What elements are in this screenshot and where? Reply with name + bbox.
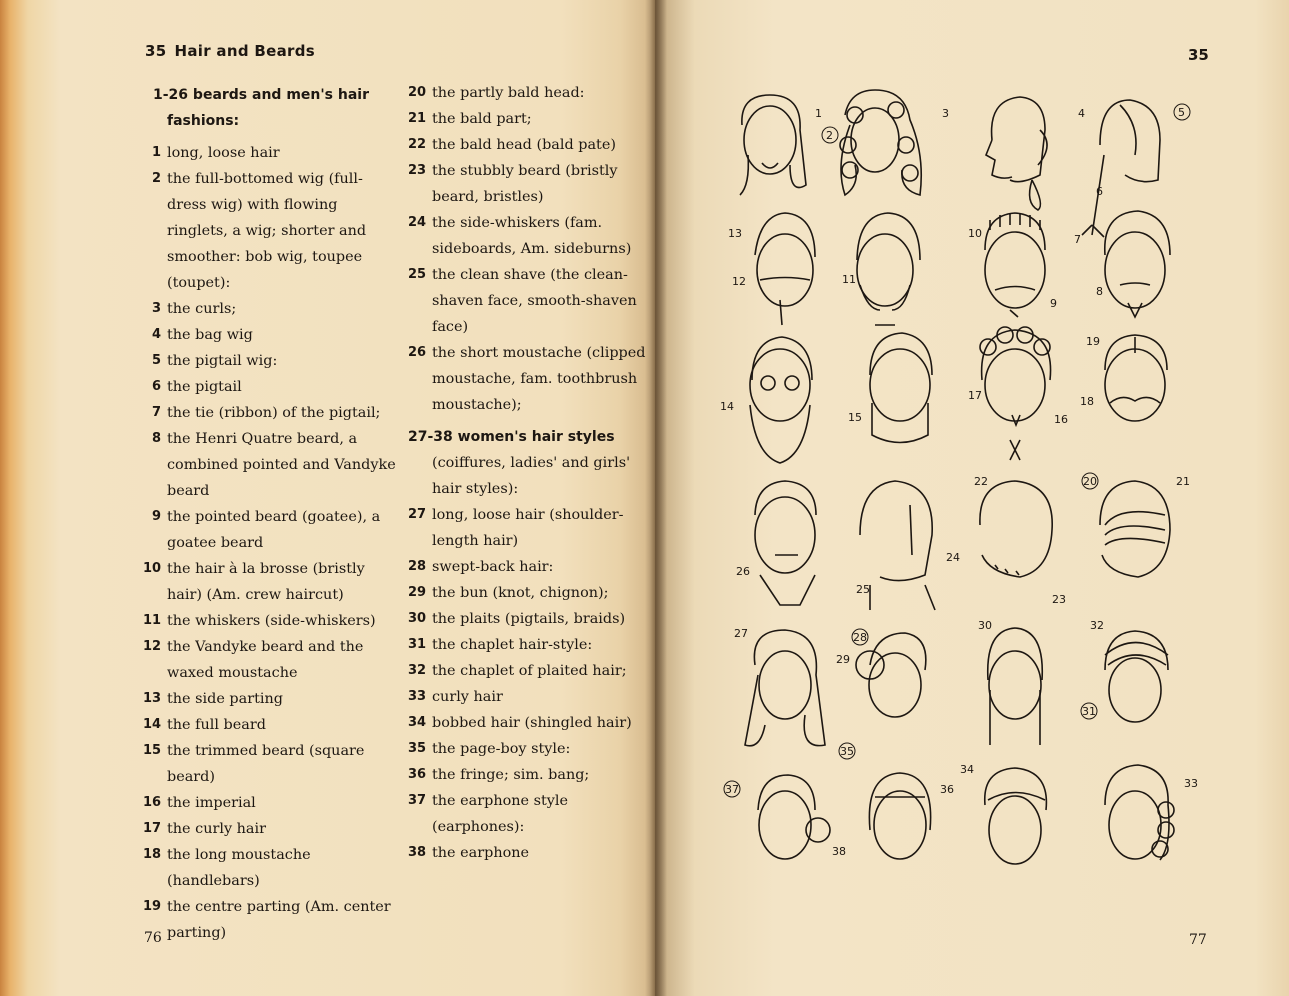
page-number-left: 76 bbox=[144, 930, 162, 946]
item-text: the imperial bbox=[167, 795, 256, 811]
item-number: 32 bbox=[408, 663, 427, 678]
item-number: 1 bbox=[151, 145, 161, 160]
item-number: 30 bbox=[408, 611, 427, 626]
section-title: Hair and Beards bbox=[174, 42, 315, 60]
item-number: 37 bbox=[408, 793, 427, 808]
item-text: long, loose hair bbox=[167, 145, 280, 161]
item-text: the side parting bbox=[167, 691, 283, 707]
item-number: 15 bbox=[143, 743, 162, 758]
item-text: the hair à la brosse (bristly hair) (Am. crew haircut) bbox=[167, 561, 365, 603]
item-text: the bun (knot, chignon); bbox=[432, 585, 609, 601]
label-5: 5 bbox=[1178, 106, 1185, 119]
list-item bbox=[143, 816, 398, 842]
list-item bbox=[408, 132, 648, 158]
head-4-bag-wig bbox=[986, 97, 1047, 210]
item-number: 19 bbox=[143, 899, 162, 914]
item-text: the plaits (pigtails, braids) bbox=[432, 611, 626, 627]
label-26: 26 bbox=[736, 565, 750, 578]
item-text: the side-whiskers (fam. sideboards, Am. sideburns) bbox=[432, 215, 632, 257]
item-number: 16 bbox=[143, 795, 162, 810]
item-number: 3 bbox=[151, 301, 161, 316]
head-31-32-chaplet bbox=[1105, 631, 1168, 722]
head-24-25-side-whiskers bbox=[860, 481, 935, 610]
head-5-7-pigtail-wig bbox=[1082, 100, 1160, 237]
item-text: long, loose hair (shoulder-length hair) bbox=[432, 507, 624, 549]
item-text: the full-bottomed wig (full-dress wig) with flowing ringlets, a wig; shorter and smoother: bob wig, toupee (toupet): bbox=[167, 171, 367, 291]
label-14: 14 bbox=[720, 400, 734, 413]
item-number: 27 bbox=[408, 507, 427, 522]
item-number: 12 bbox=[143, 639, 162, 654]
item-text: the curly hair bbox=[167, 821, 266, 837]
list-item bbox=[143, 504, 398, 556]
label-15: 15 bbox=[848, 411, 862, 424]
label-19: 19 bbox=[1086, 335, 1100, 348]
head-2-3-full-bottomed-wig bbox=[840, 90, 921, 195]
item-number: 11 bbox=[143, 613, 162, 628]
list-item bbox=[408, 658, 648, 684]
item-number: 18 bbox=[143, 847, 162, 862]
item-text: the short moustache (clipped moustache, fam. toothbrush moustache); bbox=[432, 345, 646, 413]
item-number: 31 bbox=[408, 637, 427, 652]
list-item bbox=[408, 580, 648, 606]
item-number: 36 bbox=[408, 767, 427, 782]
item-text: the full beard bbox=[167, 717, 266, 733]
item-number: 24 bbox=[408, 215, 427, 230]
list-item bbox=[143, 348, 398, 374]
list-item bbox=[143, 322, 398, 348]
head-20-21-partly-bald bbox=[1100, 481, 1170, 577]
item-number: 34 bbox=[408, 715, 427, 730]
right-section-number: 35 bbox=[1188, 46, 1209, 64]
list-item bbox=[143, 556, 398, 608]
list-item bbox=[143, 894, 398, 946]
item-number: 21 bbox=[408, 111, 427, 126]
label-20: 20 bbox=[1083, 475, 1097, 488]
label-36: 36 bbox=[940, 783, 954, 796]
head-14-full-beard bbox=[750, 337, 812, 463]
book-gutter bbox=[645, 0, 667, 996]
entry-list-a bbox=[143, 140, 398, 946]
item-number: 17 bbox=[143, 821, 162, 836]
item-text: the bag wig bbox=[167, 327, 253, 343]
item-number: 2 bbox=[151, 171, 161, 186]
label-7: 7 bbox=[1074, 233, 1081, 246]
head-16-17-imperial-curly bbox=[980, 327, 1051, 460]
item-text: the whiskers (side-whiskers) bbox=[167, 613, 376, 629]
item-text: the partly bald head: bbox=[432, 85, 585, 101]
list-item bbox=[408, 502, 648, 554]
head-33-curly bbox=[1105, 765, 1174, 860]
list-item bbox=[408, 684, 648, 710]
section-heading bbox=[145, 42, 315, 60]
item-number: 35 bbox=[408, 741, 427, 756]
list-item bbox=[143, 400, 398, 426]
item-number: 4 bbox=[151, 327, 161, 342]
head-37-38-earphone bbox=[758, 775, 830, 859]
item-text: the centre parting (Am. center parting) bbox=[167, 899, 391, 941]
label-27: 27 bbox=[734, 627, 748, 640]
label-2: 2 bbox=[826, 129, 833, 142]
item-text: the trimmed beard (square beard) bbox=[167, 743, 365, 785]
head-15-trimmed-beard bbox=[870, 333, 932, 443]
subheading-range: 1-26 bbox=[153, 87, 189, 103]
item-number: 20 bbox=[408, 85, 427, 100]
label-1: 1 bbox=[815, 107, 822, 120]
item-number: 38 bbox=[408, 845, 427, 860]
head-35-36-page-boy-fringe bbox=[869, 773, 930, 859]
item-text: the long moustache (handlebars) bbox=[167, 847, 311, 889]
item-number: 26 bbox=[408, 345, 427, 360]
head-27-long-loose bbox=[745, 630, 825, 746]
item-text: the page-boy style: bbox=[432, 741, 571, 757]
list-item bbox=[408, 606, 648, 632]
label-35: 35 bbox=[840, 745, 854, 758]
label-17: 17 bbox=[968, 389, 982, 402]
item-text: the pigtail wig: bbox=[167, 353, 278, 369]
label-8: 8 bbox=[1096, 285, 1103, 298]
item-number: 14 bbox=[143, 717, 162, 732]
page-number-right: 77 bbox=[1189, 932, 1207, 948]
label-18: 18 bbox=[1080, 395, 1094, 408]
head-drawings bbox=[740, 90, 1174, 864]
subheading-text: beards and men's hair fashions: bbox=[167, 87, 369, 129]
subheading-text: women's hair styles bbox=[457, 429, 615, 445]
label-6: 6 bbox=[1096, 185, 1103, 198]
head-30-plaits bbox=[988, 628, 1043, 745]
list-item bbox=[408, 106, 648, 132]
list-item bbox=[143, 374, 398, 400]
item-text: the pigtail bbox=[167, 379, 242, 395]
label-38: 38 bbox=[832, 845, 846, 858]
label-28: 28 bbox=[853, 631, 867, 644]
label-12: 12 bbox=[732, 275, 746, 288]
head-28-29-swept-back-bun bbox=[856, 633, 926, 717]
item-text: the tie (ribbon) of the pigtail; bbox=[167, 405, 381, 421]
item-number: 10 bbox=[143, 561, 162, 576]
head-12-13-vandyke bbox=[755, 213, 815, 325]
list-item bbox=[408, 736, 648, 762]
list-item bbox=[408, 554, 648, 580]
item-number: 6 bbox=[151, 379, 161, 394]
item-text: the curls; bbox=[167, 301, 237, 317]
label-30: 30 bbox=[978, 619, 992, 632]
head-26-short-moustache bbox=[755, 481, 816, 605]
head-1-long-loose-hair bbox=[740, 95, 806, 195]
label-34: 34 bbox=[960, 763, 974, 776]
item-text: bobbed hair (shingled hair) bbox=[432, 715, 632, 731]
item-number: 13 bbox=[143, 691, 162, 706]
list-item bbox=[143, 790, 398, 816]
list-item bbox=[143, 686, 398, 712]
head-11-whiskers bbox=[857, 213, 920, 325]
label-13: 13 bbox=[728, 227, 742, 240]
list-item bbox=[408, 840, 648, 866]
item-text: the pointed beard (goatee), a goatee beard bbox=[167, 509, 381, 551]
label-25: 25 bbox=[856, 583, 870, 596]
list-item bbox=[143, 608, 398, 634]
head-8-henri-quatre bbox=[1105, 211, 1170, 317]
label-33: 33 bbox=[1184, 777, 1198, 790]
list-item bbox=[408, 210, 648, 262]
text-column-left bbox=[143, 80, 398, 946]
item-text: the stubbly beard (bristly beard, bristles) bbox=[432, 163, 618, 205]
list-item bbox=[408, 80, 648, 106]
item-text: the clean shave (the clean-shaven face, smooth-shaven face) bbox=[432, 267, 637, 335]
item-number: 29 bbox=[408, 585, 427, 600]
list-item bbox=[143, 426, 398, 504]
item-number: 28 bbox=[408, 559, 427, 574]
section-number: 35 bbox=[145, 42, 167, 60]
item-text: the earphone style (earphones): bbox=[432, 793, 569, 835]
item-text: the Vandyke beard and the waxed moustache bbox=[167, 639, 364, 681]
label-11: 11 bbox=[842, 273, 856, 286]
label-31: 31 bbox=[1082, 705, 1096, 718]
entry-list-b2 bbox=[408, 502, 648, 866]
item-number: 33 bbox=[408, 689, 427, 704]
text-column-right bbox=[408, 80, 648, 866]
subheading-note bbox=[408, 450, 648, 502]
label-22: 22 bbox=[974, 475, 988, 488]
label-21: 21 bbox=[1176, 475, 1190, 488]
list-item bbox=[143, 166, 398, 296]
item-text: the earphone bbox=[432, 845, 530, 861]
item-number: 25 bbox=[408, 267, 427, 282]
head-34-bobbed bbox=[985, 768, 1047, 864]
list-item bbox=[408, 632, 648, 658]
subheading-men bbox=[143, 82, 398, 134]
label-4: 4 bbox=[1078, 107, 1085, 120]
subheading-women bbox=[408, 424, 648, 450]
list-item bbox=[408, 788, 648, 840]
figure-labels bbox=[720, 104, 1198, 858]
item-number: 8 bbox=[151, 431, 161, 446]
item-text: curly hair bbox=[432, 689, 503, 705]
item-text: the Henri Quatre beard, a combined pointed and Vandyke beard bbox=[167, 431, 396, 499]
label-9: 9 bbox=[1050, 297, 1057, 310]
item-text: the bald head (bald pate) bbox=[432, 137, 616, 153]
item-text: the chaplet of plaited hair; bbox=[432, 663, 627, 679]
list-item bbox=[408, 340, 648, 418]
item-number: 5 bbox=[151, 353, 161, 368]
item-text: the bald part; bbox=[432, 111, 532, 127]
item-number: 9 bbox=[151, 509, 161, 524]
list-item bbox=[408, 762, 648, 788]
subheading-note-text: (coiffures, ladies' and girls' hair styles): bbox=[432, 455, 631, 497]
list-item bbox=[143, 712, 398, 738]
label-29: 29 bbox=[836, 653, 850, 666]
list-item bbox=[408, 262, 648, 340]
item-text: the chaplet hair-style: bbox=[432, 637, 593, 653]
head-9-10-brosse bbox=[985, 213, 1045, 317]
label-3: 3 bbox=[942, 107, 949, 120]
item-number: 22 bbox=[408, 137, 427, 152]
label-24: 24 bbox=[946, 551, 960, 564]
item-text: the fringe; sim. bang; bbox=[432, 767, 590, 783]
item-number: 23 bbox=[408, 163, 427, 178]
label-37: 37 bbox=[725, 783, 739, 796]
head-22-23-bald-head bbox=[980, 481, 1052, 577]
list-item bbox=[143, 296, 398, 322]
list-item bbox=[143, 634, 398, 686]
list-item bbox=[143, 842, 398, 894]
list-item bbox=[143, 140, 398, 166]
subheading-range: 27-38 bbox=[408, 429, 453, 445]
label-10: 10 bbox=[968, 227, 982, 240]
list-item bbox=[408, 710, 648, 736]
item-text: swept-back hair: bbox=[432, 559, 554, 575]
list-item bbox=[143, 738, 398, 790]
label-16: 16 bbox=[1054, 413, 1068, 426]
label-32: 32 bbox=[1090, 619, 1104, 632]
item-number: 7 bbox=[151, 405, 161, 420]
label-23: 23 bbox=[1052, 593, 1066, 606]
list-item bbox=[408, 158, 648, 210]
hairstyles-illustration bbox=[720, 85, 1200, 905]
entry-list-b1 bbox=[408, 80, 648, 418]
head-18-19-handlebar-centre-parting bbox=[1105, 335, 1167, 421]
